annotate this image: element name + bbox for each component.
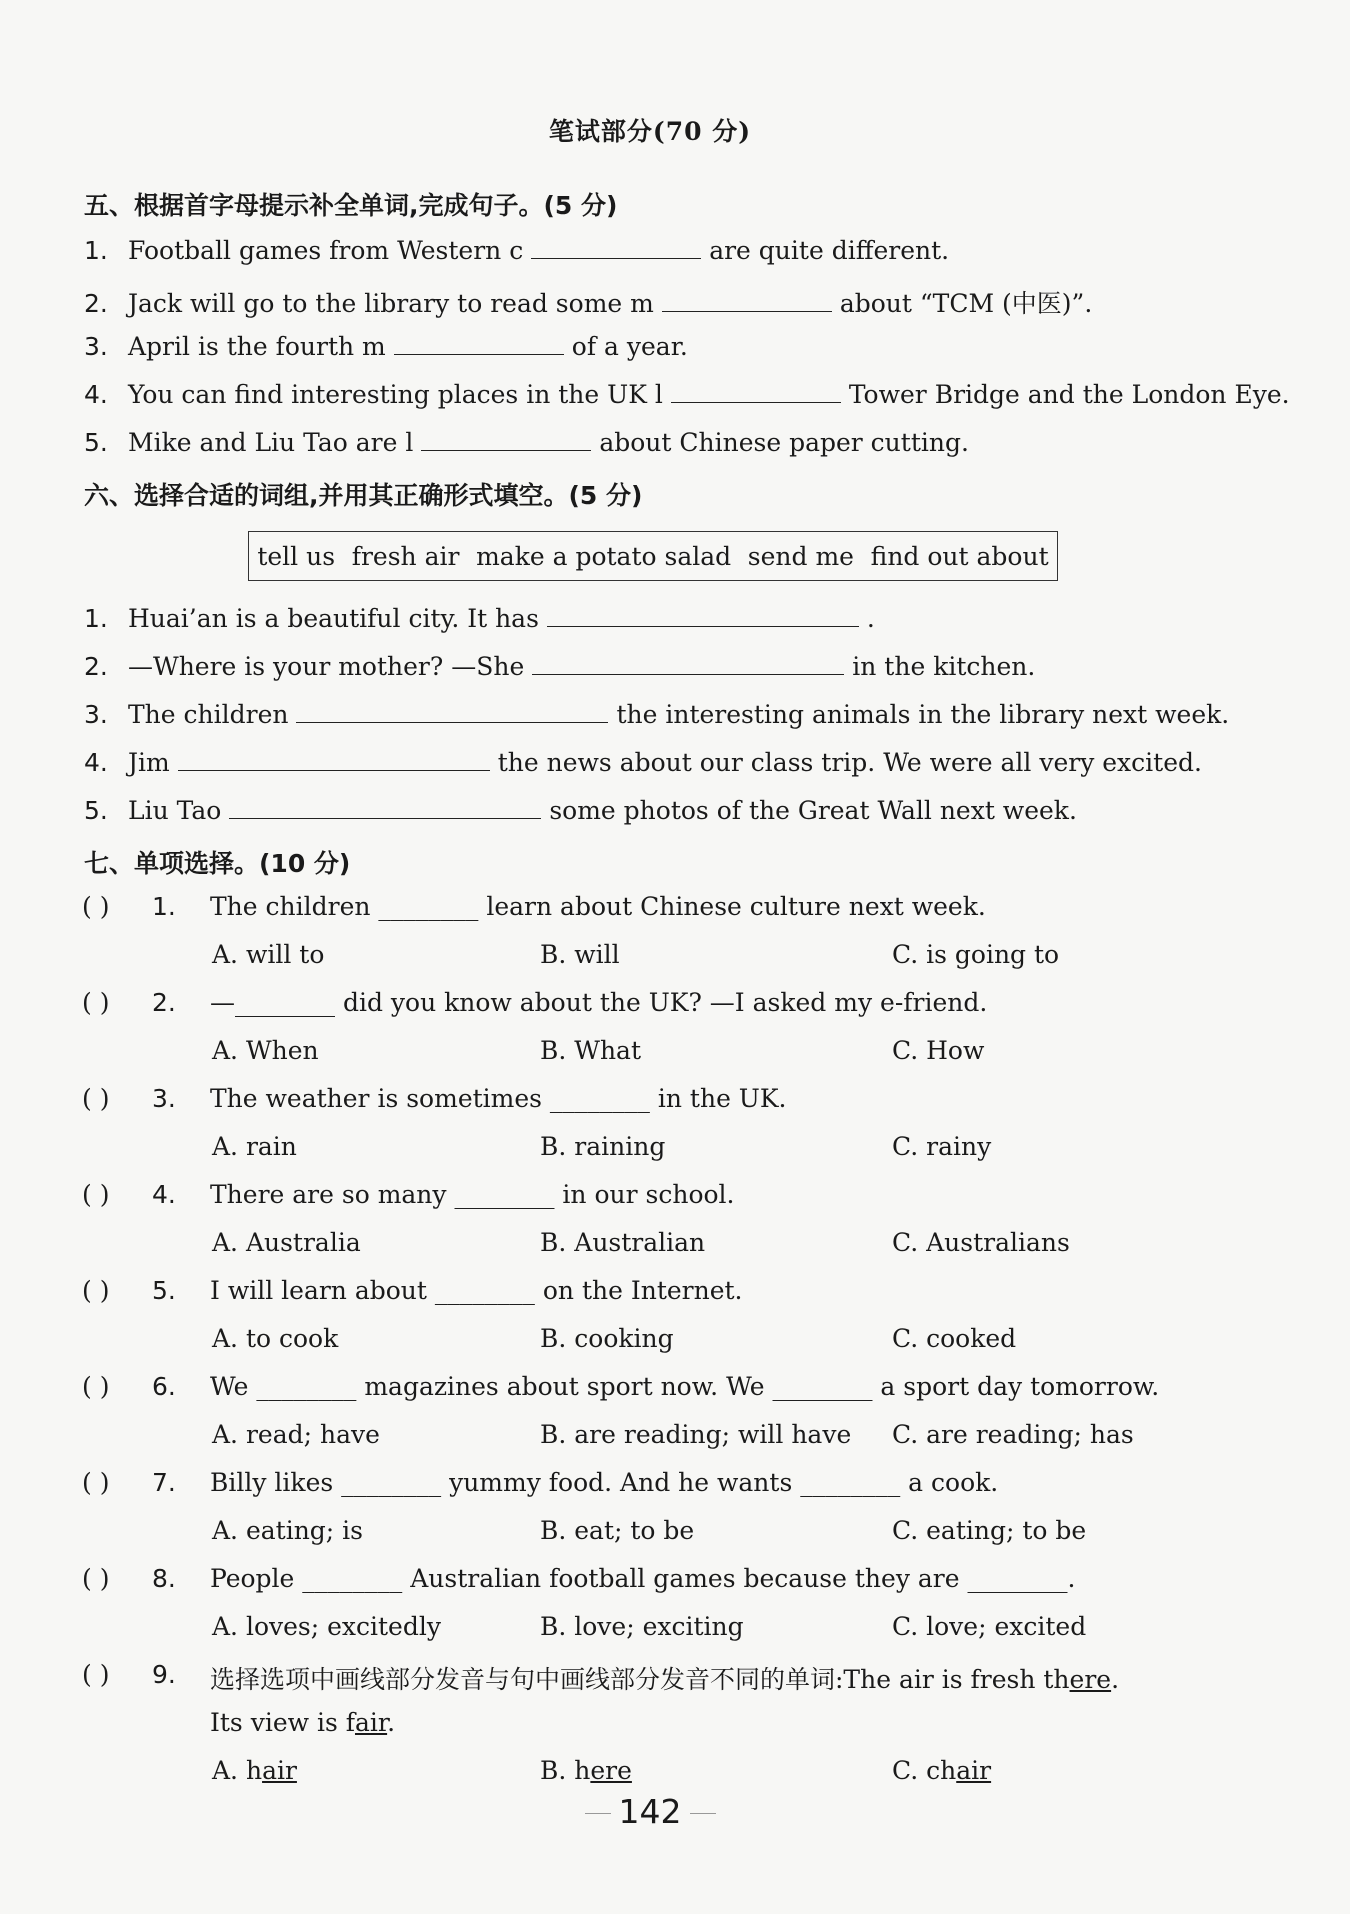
option-a[interactable]: A. read; have [212, 1420, 380, 1449]
word-bank [248, 531, 1058, 581]
option-a[interactable]: A. to cook [212, 1324, 339, 1353]
answer-blank[interactable] [229, 796, 541, 819]
answer-paren[interactable]: ( ) [82, 892, 110, 921]
s6-item-4: 4. Jim the news about our class trip. We were all very excited. [84, 748, 1202, 777]
section6-heading: 六、选择合适的词组,并用其正确形式填空。(5 分) [84, 481, 643, 510]
option-c[interactable]: C. How [892, 1036, 985, 1065]
option-b[interactable]: B. are reading; will have [540, 1420, 852, 1449]
option-c[interactable]: C. love; excited [892, 1612, 1087, 1641]
s6-item-3: 3. The children the interesting animals in the library next week. [84, 700, 1230, 729]
option-b[interactable]: B. will [540, 940, 620, 969]
answer-blank[interactable] [296, 700, 608, 723]
question-text: I will learn about ________ on the Internet. [210, 1276, 743, 1305]
answer-paren[interactable]: ( ) [82, 1084, 110, 1113]
question-text: People ________ Australian football games because they are ________. [210, 1564, 1076, 1593]
word-bank-item: fresh air [351, 541, 460, 571]
s5-item-2: 2. Jack will go to the library to read some m about “TCM (中医)”. [84, 289, 1093, 318]
word-bank-item: find out about [870, 541, 1049, 571]
option-b[interactable]: B. raining [540, 1132, 666, 1161]
option-a[interactable]: A. hair [212, 1756, 297, 1785]
answer-blank[interactable] [671, 380, 841, 403]
answer-paren[interactable]: ( ) [82, 1660, 110, 1689]
option-c[interactable]: C. rainy [892, 1132, 992, 1161]
question-text: There are so many ________ in our school. [210, 1180, 735, 1209]
option-b[interactable]: B. love; exciting [540, 1612, 744, 1641]
answer-blank[interactable] [532, 652, 844, 675]
s5-item-1: 1. Football games from Western c are quite different. [84, 236, 950, 265]
worksheet-page: 笔试部分(70 分) 五、根据首字母提示补全单词,完成句子。(5 分) 1. Football games from Western c are quite different. 2. Jack will go to the library to read some m about “TCM (中医)”. 3. April is the fourth m of a year. 4. You can find interesting places in the UK l Tower Bridge and the London Eye. 5. Mike and Liu Tao are l about Chinese paper cutting. 六、选择合适的词组,并用其正确形式填空。(5 分) tell us fresh air make a potato salad send me find out about 1. Huai’an is a beautiful city. It has . 2. —Where is your mother? —She in the kitchen. 3. The children the interesting animals in the library next week. 4. Jim the news about our class trip. We were all very excited. 5. Liu Tao some photos of the Great Wall next week. 七、单项选择。(10 分) ( ) 1. The children ________ learn about Chinese culture next week. A. will to B. will C. is going to ( ) 2. —________ did you know about the UK? —I asked my e-friend. A. When B. What C. How ( ) 3. The weather is sometimes ________ in the UK. A. rain B. raining C. rainy ( ) 4. There are so many ________ in our school. A. Australia B. Australian C. Australians ( ) 5. I will learn about ________ on the Internet. A. to cook B. cooking C. cooked ( ) 6. We ________ magazines about sport now. We ________ a sport day tomorrow. A. read; have B. are reading; will have C. are reading; has ( ) 7. Billy likes ________ yummy food. And he wants ________ a cook. A. eating; is B. eat; to be C. eating; to be ( ) 8. People ________ Australian football games because they are ________. A. loves; excitedly B. love; exciting C. love; excited ( ) 9. 选择选项中画线部分发音与句中画线部分发音不同的单词:The air is fresh there. Its view is fair. A. hair B. here C. chair 142 [0, 0, 1350, 1914]
answer-paren[interactable]: ( ) [82, 1468, 110, 1497]
question-text-continued: Its view is fair. [210, 1708, 396, 1737]
option-c[interactable]: C. eating; to be [892, 1516, 1087, 1545]
s6-item-2: 2. —Where is your mother? —She in the kitchen. [84, 652, 1036, 681]
option-c[interactable]: C. chair [892, 1756, 992, 1785]
answer-paren[interactable]: ( ) [82, 1276, 110, 1305]
answer-paren[interactable]: ( ) [82, 988, 110, 1017]
question-text: Billy likes ________ yummy food. And he wants ________ a cook. [210, 1468, 999, 1497]
answer-blank[interactable] [662, 289, 832, 312]
question-text: The children ________ learn about Chinese culture next week. [210, 892, 986, 921]
s5-item-4: 4. You can find interesting places in the UK l Tower Bridge and the London Eye. [84, 380, 1290, 409]
option-a[interactable]: A. Australia [212, 1228, 361, 1257]
option-b[interactable]: B. cooking [540, 1324, 674, 1353]
section7-heading: 七、单项选择。(10 分) [84, 849, 351, 878]
option-c[interactable]: C. is going to [892, 940, 1060, 969]
answer-blank[interactable] [178, 748, 490, 771]
page-title: 笔试部分(70 分) [548, 117, 752, 146]
s6-item-1: 1. Huai’an is a beautiful city. It has . [84, 604, 875, 633]
word-bank-item: make a potato salad [476, 541, 732, 571]
answer-blank[interactable] [547, 604, 859, 627]
word-bank-item: send me [747, 541, 854, 571]
answer-paren[interactable]: ( ) [82, 1372, 110, 1401]
answer-blank[interactable] [421, 428, 591, 451]
answer-blank[interactable] [394, 332, 564, 355]
option-a[interactable]: A. When [212, 1036, 319, 1065]
word-bank-item: tell us [257, 541, 336, 571]
option-b[interactable]: B. What [540, 1036, 642, 1065]
option-b[interactable]: B. Australian [540, 1228, 706, 1257]
section5-heading: 五、根据首字母提示补全单词,完成句子。(5 分) [84, 191, 618, 220]
option-a[interactable]: A. rain [212, 1132, 297, 1161]
question-text: We ________ magazines about sport now. We ________ a sport day tomorrow. [210, 1372, 1160, 1401]
answer-paren[interactable]: ( ) [82, 1564, 110, 1593]
option-b[interactable]: B. eat; to be [540, 1516, 695, 1545]
answer-blank[interactable] [531, 236, 701, 259]
option-a[interactable]: A. will to [212, 940, 325, 969]
option-c[interactable]: C. cooked [892, 1324, 1017, 1353]
question-text: 选择选项中画线部分发音与句中画线部分发音不同的单词:The air is fresh there. [210, 1665, 1120, 1694]
s5-item-3: 3. April is the fourth m of a year. [84, 332, 688, 361]
question-text: The weather is sometimes ________ in the UK. [210, 1084, 787, 1113]
option-c[interactable]: C. are reading; has [892, 1420, 1134, 1449]
s6-item-5: 5. Liu Tao some photos of the Great Wall next week. [84, 796, 1077, 825]
option-a[interactable]: A. loves; excitedly [212, 1612, 441, 1641]
answer-paren[interactable]: ( ) [82, 1180, 110, 1209]
option-a[interactable]: A. eating; is [212, 1516, 363, 1545]
option-c[interactable]: C. Australians [892, 1228, 1070, 1257]
s5-item-5: 5. Mike and Liu Tao are l about Chinese paper cutting. [84, 428, 969, 457]
question-text: —________ did you know about the UK? —I asked my e-friend. [210, 988, 988, 1017]
option-b[interactable]: B. here [540, 1756, 632, 1785]
page-number: 142 [0, 1792, 1300, 1831]
